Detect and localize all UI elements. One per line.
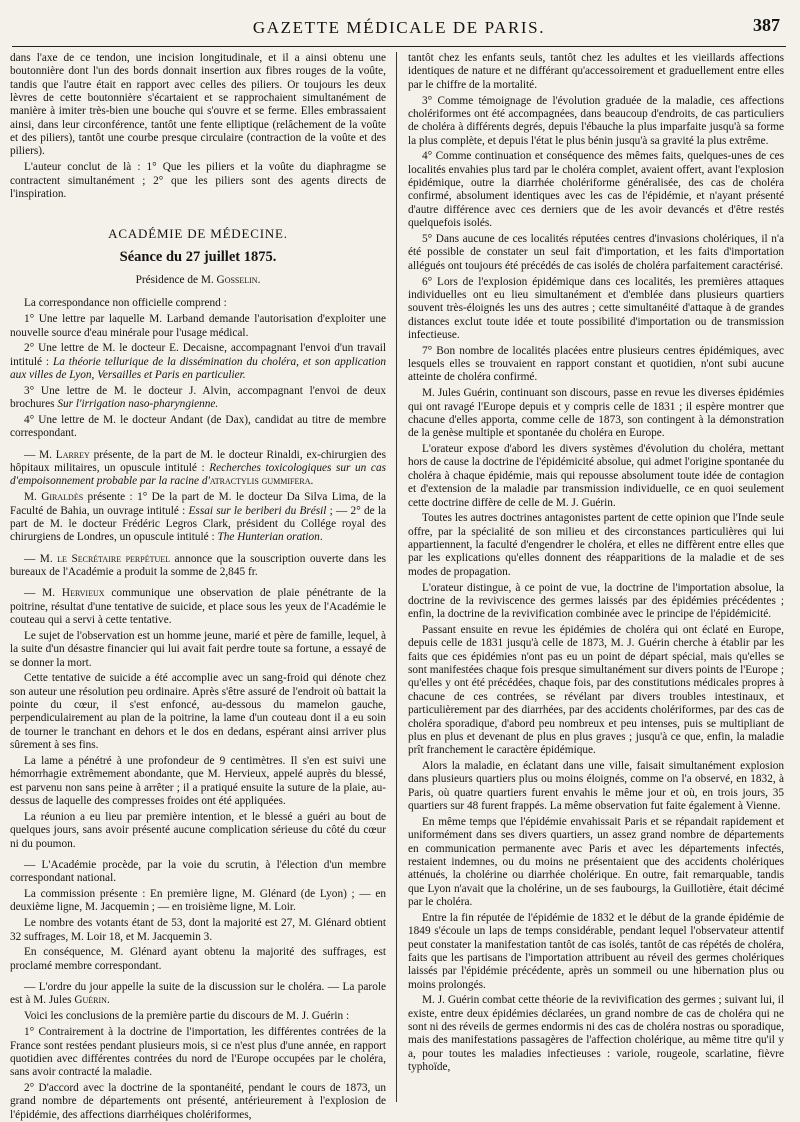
paragraph: M. Jules Guérin, continuant son discours, passe en revue les diverses épidémies qui ont ravagé l'Europe depuis et y compris celle de 1831 ; il espère montrer que chacune d'elles apporta, comme celle de 1873, son contingent à la démonstration de la genèse multiple et spontanée du choléra en Europe. [408, 387, 784, 440]
paragraph: Voici les conclusions de la première partie du discours de M. J. Guérin : [24, 1010, 350, 1023]
paragraph: Toutes les autres doctrines antagonistes partent de cette opinion que l'Inde seule offre, par la spécialité de son milieu et des circonstances particulières qui lui appartiennent, la faculté d'engendrer le choléra, et elles ne diffèrent entre elles que par les explications qu'elles donnent des réapparitions de la maladie et de ses modes de propagation. [408, 512, 784, 578]
session-heading: Séance du 27 juillet 1875. [119, 248, 277, 265]
president-name: Gosselin. [216, 273, 261, 286]
plant-name: atractylis gummifera [209, 475, 311, 488]
work-title: La théorie tellurique de la dissémination du choléra, et son application aux villes de Lyon, Versailles et Paris en particulier. [10, 355, 386, 382]
work-title: Sur l'irrigation naso-pharyngienne. [57, 398, 219, 411]
speaker-name: — M. Hervieux [24, 587, 105, 600]
column-divider [396, 52, 397, 1102]
paragraph: Passant ensuite en revue les épidémies de choléra qui ont éclaté en Europe, depuis celle de 1831 jusqu'à celle de 1873, M. J. Guérin cherche à établir par les faits que ces épidémies n'ont pas eu un point de départ spécial, mais qu'elles se sont manifestées chaque fois presque simultanément sur divers points de l'Europe ; qu'elles y ont été précédées, chaque fois, par des constitutions médicales propres à chacune de ces contrées, se révélant par divers troubles intestinaux, et particulièrement par des diarrhées, par des accidents cholériformes, par des cas de choléra sporadique, d'abord peu nombreux et peu intenses, puis se multipliant de plus en plus et devenant de plus en plus graves ; jusqu'à ce que, enfin, la maladie prît franchement le caractère épidémique. [408, 624, 784, 757]
paragraph: 1° Une lettre par laquelle M. Larband demande l'autorisation d'exploiter une nouvelle source d'eau minérale pour l'usage médical. [10, 313, 386, 339]
paragraph: Le nombre des votants étant de 53, dont la majorité est 27, M. Glénard obtient 32 suffrages, M. Loir 18, et M. Jacquemin 3. [10, 917, 386, 943]
text-run: présente, de la part de M. le docteur Rinaldi, ex-chirurgien des hôpitaux militaires, un opuscule intitulé : [10, 448, 386, 475]
paragraph: M. J. Guérin combat cette théorie de la revivification des germes ; suivant lui, il existe, entre deux épidémies déclarées, un grand nombre de cas de choléra qui ne sont ni des réveils de germes endormis ni des cas de choléra nostras ou sporadique, mais des manifestations passagères de l'affection cholérique, au même titre qu'il y a, pour toutes les maladies infectieuses : variole, rougeole, scarlatine, fièvre typhoïde, [408, 994, 784, 1074]
paragraph: L'orateur distingue, à ce point de vue, la doctrine de l'importation absolue, la doctrine de la reviviscence des germes laissés par des épidémies précédentes ; enfin, la doctrine de la revivification combinée avec le principe de l'épidémicité. [408, 581, 784, 621]
paragraph: En conséquence, M. Glénard ayant obtenu la majorité des suffrages, est proclamé membre correspondant. [10, 946, 386, 972]
paragraph: — L'Académie procède, par la voie du scrutin, à l'élection d'un membre correspondant national. [10, 858, 386, 885]
paragraph: En même temps que l'épidémie envahissait Paris et se répandait rapidement et uniformément dans ses divers quartiers, un assez grand nombre de départements en communication permanente avec Paris et avec les départements infectés, restaient indemnes, ou du moins ne présentaient que des accidents cholériques atténués, la cholérine ou diarrhée cholérique. En outre, fait remarquable, tandis que Lyon n'avait que la cholérine, un de ses faubourgs, la Guillotière, était décimé par le choléra. [408, 815, 784, 908]
paragraph: La commission présente : En première ligne, M. Glénard (de Lyon) ; — en deuxième ligne, M. Jacquemin ; — en troisième ligne, M. Loir. [10, 888, 386, 914]
text-run: ; — 2° de la part de M. le docteur Frédéric Legros Clark, président du Collége royal des chirurgiens de Londres, un opuscule intitulé : [10, 504, 387, 544]
text-run: annonce que la souscription ouverte dans les bureaux de l'Académie a produit la somme de 2,845 fr. [10, 552, 386, 578]
text-run: présente : 1° De la part de M. le docteur Da Silva Lima, de la Faculté de Bahia, un ouvrage intitulé : [10, 491, 386, 517]
paragraph: La lame a pénétré à une profondeur de 9 centimètres. Il s'en est suivi une hémorrhagie extrêmement abondante, que M. Hervieux, appelé auprès du blessé, est parvenu non sans peine à arrêter ; il a pratiqué ensuite la suture de la plaie, au-dessus de laquelle des compresses froides ont été appliquées. [10, 754, 386, 807]
paragraph: 4° Comme continuation et conséquence des mêmes faits, quelques-unes de ces localités envahies plus tard par le choléra complet, avaient offert, avant l'explosion épidémique, outre la diarrhée cholériforme généralisée, des cas de choléra confirmé, absolument identiques avec les cas de l'épidémie, et n'ayant présenté d'autre différence avec ces derniers que de les avoir devancés et d'être restés quelquefois isolés. [408, 150, 784, 230]
text-run: . [319, 531, 323, 544]
paragraph: tantôt chez les enfants seuls, tantôt chez les adultes et les vieillards affections identiques de nature et ne différant qu'accessoirement et graduellement entre elles par le chiffre de la mortalité. [408, 52, 784, 91]
speaker-name: — M. Larrey [24, 448, 90, 461]
paragraph [10, 342, 386, 382]
paragraph: 3° Comme témoignage de l'évolution graduée de la maladie, ces affections cholériformes ont été accompagnées, dans beaucoup d'endroits, de cas particuliers de choléra à différents degrés, depuis l'ébauche la plus imparfaite jusqu'à sa forme la plus complète, et depuis l'état le plus bénin jusqu'à sa gravité la plus extrême. [408, 94, 784, 147]
speaker-name: Guérin [74, 994, 107, 1007]
journal-title: GAZETTE MÉDICALE DE PARIS. [252, 18, 546, 37]
paragraph [10, 449, 386, 489]
paragraph: Le sujet de l'observation est un homme jeune, marié et père de famille, lequel, à la suite d'un désastre financier qui lui avait fait perdre toute sa fortune, a essayé de se donner la mort. [10, 629, 386, 669]
presidence-prefix: Présidence de M. [135, 273, 214, 286]
speaker-name: — M. le Secrétaire perpétuel [24, 552, 171, 565]
page-header [12, 4, 786, 47]
text-run: . [310, 475, 314, 488]
paragraph: 1° Contrairement à la doctrine de l'importation, les différentes contrées de la France sont restées pendant plusieurs mois, si ce n'est plus d'une année, en rapport quotidien avec différentes contrées du nord de l'Europe occupées par le choléra, sans avoir contracté la maladie. [10, 1026, 386, 1079]
right-column [408, 52, 784, 1102]
left-column [10, 52, 387, 1121]
paragraph [10, 587, 386, 627]
paragraph: dans l'axe de ce tendon, une incision longitudinale, et il a ainsi obtenu une boutonnière dont l'un des bords donnait insertion aux fibres rouges de la voûte, tandis que l'autre était en rapport avec celles des piliers. Or toujours les deux lèvres de cette boutonnière s'écartaient et se rapprochaient simultanément de manière à imiter très-bien une bouche qui s'ouvre et se ferme. Elles embrassaient ainsi, dans leur circonférence, tantôt une fente elliptique (relâchement de la voûte et des piliers), tantôt une courbe presque circulaire (contraction de la voûte et des piliers). [10, 52, 386, 158]
paragraph: La réunion a eu lieu par première intention, et le blessé a guéri au bout de quelques jours, sans avoir présenté aucune complication sérieuse du côté du cœur ni du poumon. [10, 810, 386, 850]
paragraph: L'auteur conclut de là : 1° Que les piliers et la voûte du diaphragme se contractent simultanément ; 2° que les piliers sont des agents directs de l'inspiration. [10, 161, 386, 200]
text-run: 2° Une lettre de M. le docteur E. Decaisne, accompagnant l'envoi d'un travail intitulé : [10, 342, 386, 368]
text-run: communique une observation de plaie pénétrante de la poitrine, résultat d'une tentative de suicide, et place sous les yeux de l'Académie le couteau qui a servi à cette tentative. [10, 587, 387, 627]
work-title: Essai sur le beriberi du Brésil [188, 504, 327, 517]
paragraph: 5° Dans aucune de ces localités réputées centres d'invasions cholériques, il n'a été possible de constater un seul fait d'importation, et les faits d'importation allégués ont toujours été précédés de cas isolés de choléra parfaitement caractérisé. [408, 232, 784, 272]
text-run: — L'ordre du jour appelle la suite de la discussion sur le choléra. — La parole est à M. Jules [10, 981, 386, 1007]
paragraph: 7° Bon nombre de localités placées entre plusieurs centres épidémiques, avec lesquels elles se trouvaient en rapport constant et quotidien, n'ont subi aucune atteinte de choléra confirmé. [408, 344, 784, 384]
text-run: . [106, 994, 110, 1007]
work-title: Recherches toxicologiques sur un cas d'empoisonnement probable par la racine d' [10, 462, 386, 488]
paragraph [10, 491, 386, 544]
paragraph: La correspondance non officielle comprend : [24, 297, 227, 310]
paragraph: Entre la fin réputée de l'épidémie de 1832 et le début de la grande épidémie de 1849 s'écoule un laps de temps considérable, pendant lequel l'observateur attentif peut constater la manifestation tantôt de cas isolés, tantôt de cas répétés de choléra, faits que les partisans de l'importation attribuent au réveil des germes cholériques laissés par l'épidémie précédente, après un sommeil ou une hibernation plus ou moins prolongés. [408, 911, 784, 991]
text-run: 3° Une lettre de M. le docteur J. Alvin, accompagnant l'envoi de deux brochures [10, 384, 386, 411]
paragraph: 6° Lors de l'explosion épidémique dans ces localités, les premières attaques individuelles ont eu lieu simultanément et d'emblée dans plusieurs quartiers souvent très-éloignés les uns des autres ; cette simultanéité d'attaque à de grandes distances exclut toute idée et toute possibilité d'importation ou de transmission infectieuse. [408, 275, 784, 341]
paragraph: Alors la maladie, en éclatant dans une ville, faisait simultanément explosion dans plusieurs quartiers plus ou moins éloignés, comme on l'a observé, en 1832, à Paris, où quatre quartiers furent envahis le même jour et où, en trois jours, 35 quartiers sur 48 furent frappés. La même observation fut faite également à Vienne. [408, 760, 784, 813]
paragraph [10, 981, 386, 1008]
paragraph: 4° Une lettre de M. le docteur Andant (de Dax), candidat au titre de membre correspondant. [10, 414, 386, 440]
speaker-name: M. Giraldès [24, 491, 84, 504]
page-number: 387 [753, 15, 780, 35]
paragraph [10, 385, 386, 412]
paragraph [10, 553, 386, 580]
paragraph: 2° D'accord avec la doctrine de la spontanéité, pendant le cours de 1873, un grand nombre de départements ont présenté, antérieurement à l'explosion de l'épidémie, des affections diarrhéiques cholériformes, [10, 1082, 386, 1121]
section-heading: ACADÉMIE DE MÉDECINE. [108, 226, 288, 242]
work-title: The Hunterian oration [217, 531, 320, 544]
presidence-line [10, 274, 386, 287]
paragraph: Cette tentative de suicide a été accomplie avec un sang-froid qui dénote chez son auteur une résolution peu ordinaire. Après s'être assuré de l'endroit où battait la pointe du cœur, il s'est enfoncé, au-dessous du mamelon gauche, perpendiculairement au plan de la poitrine, la lame d'un couteau dont il a eu soin de tourner le tranchant en dehors et le dos en dedans, espérant ainsi arriver plus sûrement à ses fins. [10, 672, 386, 752]
paragraph: L'orateur expose d'abord les divers systèmes d'évolution du choléra, mettant hors de cause la doctrine de l'épidémicité absolue, qui admet l'origine spontanée du choléra à chaque épidémie, mais qui repousse absolument toute idée de contagion et d'extension de la maladie par transmission individuelle, ce en quoi seulement cette doctrine diffère de celle de M. J. Guérin. [408, 443, 784, 509]
